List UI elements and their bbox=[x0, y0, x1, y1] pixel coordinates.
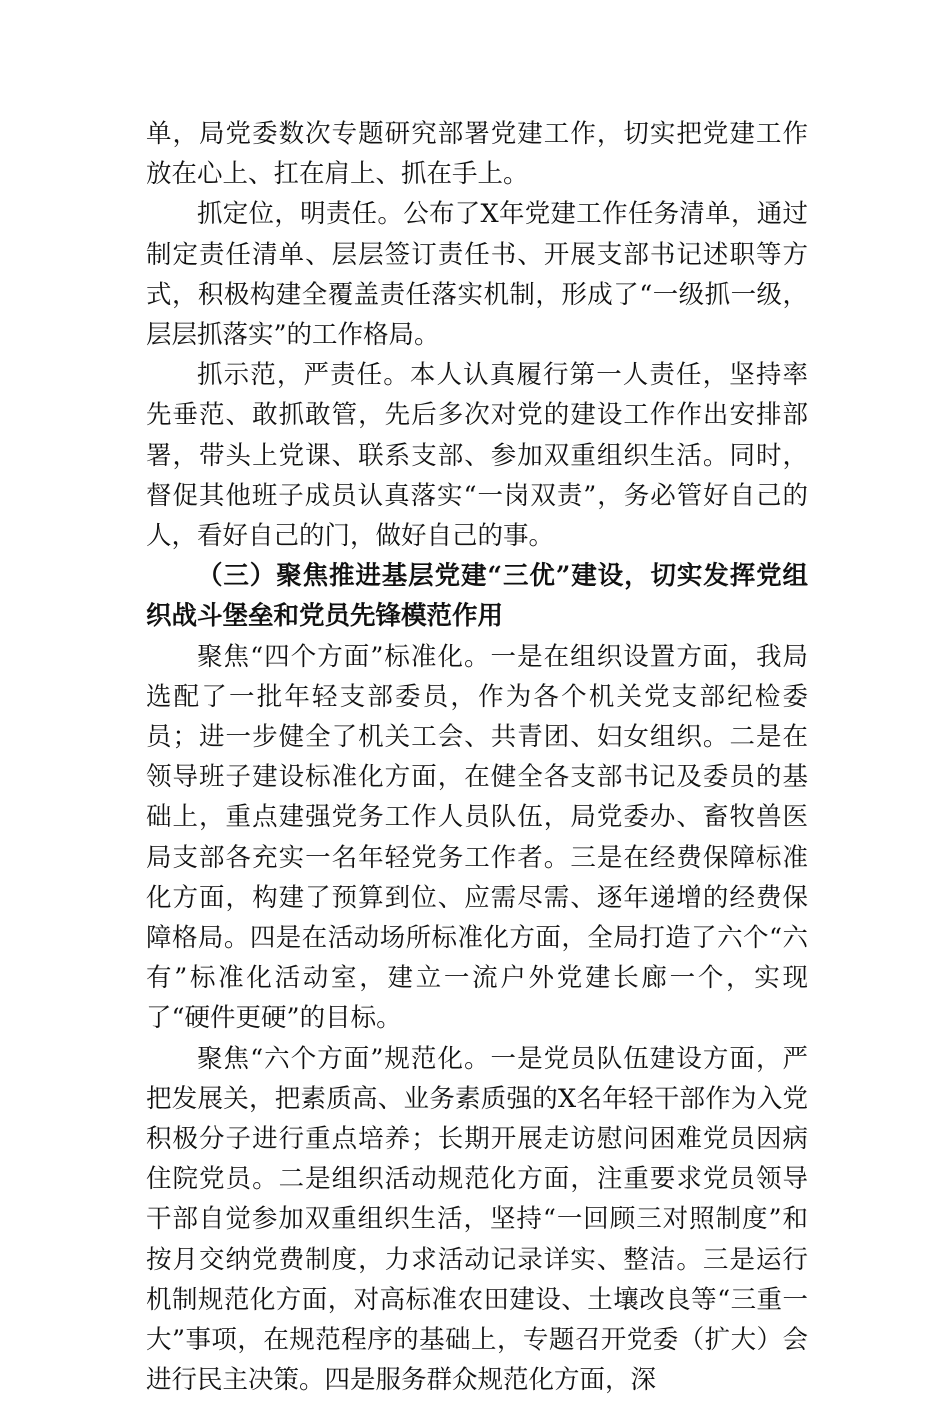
section-heading: （三）聚焦推进基层党建“三优”建设，切实发挥党组织战斗堡垒和党员先锋模范作用 bbox=[146, 561, 808, 632]
paragraph-four-aspects-standardization: 聚焦“四个方面”标准化。一是在组织设置方面，我局选配了一批年轻支部委员，作为各个机关党支部纪检委员；进一步健全了机关工会、共青团、妇女组织。二是在领导班子建设标准化方面，在健全各支部书记及委员的基础上，重点建强党务工作人员队伍，局党委办、畜牧兽医局支部各充实一名年轻党务工作者。三是在经费保障标准化方面，构建了预算到位、应需尽需、逐年递增的经费保障格局。四是在活动场所标准化方面，全局打造了六个“六有”标准化活动室，建立一流户外党建长廊一个，实现了“硬件更硬”的目标。 bbox=[146, 641, 808, 1034]
paragraph-six-aspects-standardization: 聚焦“六个方面”规范化。一是党员队伍建设方面，严把发展关，把素质高、业务素质强的X名年轻干部作为入党积极分子进行重点培养；长期开展走访慰问困难党员因病住院党员。二是组织活动规范化方面，注重要求党员领导干部自觉参加双重组织生活，坚持“一回顾三对照制度”和按月交纳党费制度，力求活动记录详实、整洁。三是运行机制规范化方面，对高标准农田建设、土壤改良等“三重一大”事项，在规范程序的基础上，专题召开党委（扩大）会进行民主决策。四是服务群众规范化方面，深 bbox=[146, 1043, 808, 1396]
paragraph-demonstration-responsibility: 抓示范，严责任。本人认真履行第一人责任，坚持率先垂范、敢抓敢管，先后多次对党的建设工作作出安排部署，带头上党课、联系支部、参加双重组织生活。同时，督促其他班子成员认真落实“一岗双责”，务必管好自己的人，看好自己的门，做好自己的事。 bbox=[146, 360, 808, 552]
document-body bbox=[146, 114, 808, 1401]
paragraph-positioning-responsibility: 抓定位，明责任。公布了X年党建工作任务清单，通过制定责任清单、层层签订责任书、开展支部书记述职等方式，积极构建全覆盖责任落实机制，形成了“一级抓一级，层层抓落实”的工作格局。 bbox=[146, 199, 808, 351]
paragraph-continuation: 单，局党委数次专题研究部署党建工作，切实把党建工作放在心上、扛在肩上、抓在手上。 bbox=[146, 119, 808, 190]
